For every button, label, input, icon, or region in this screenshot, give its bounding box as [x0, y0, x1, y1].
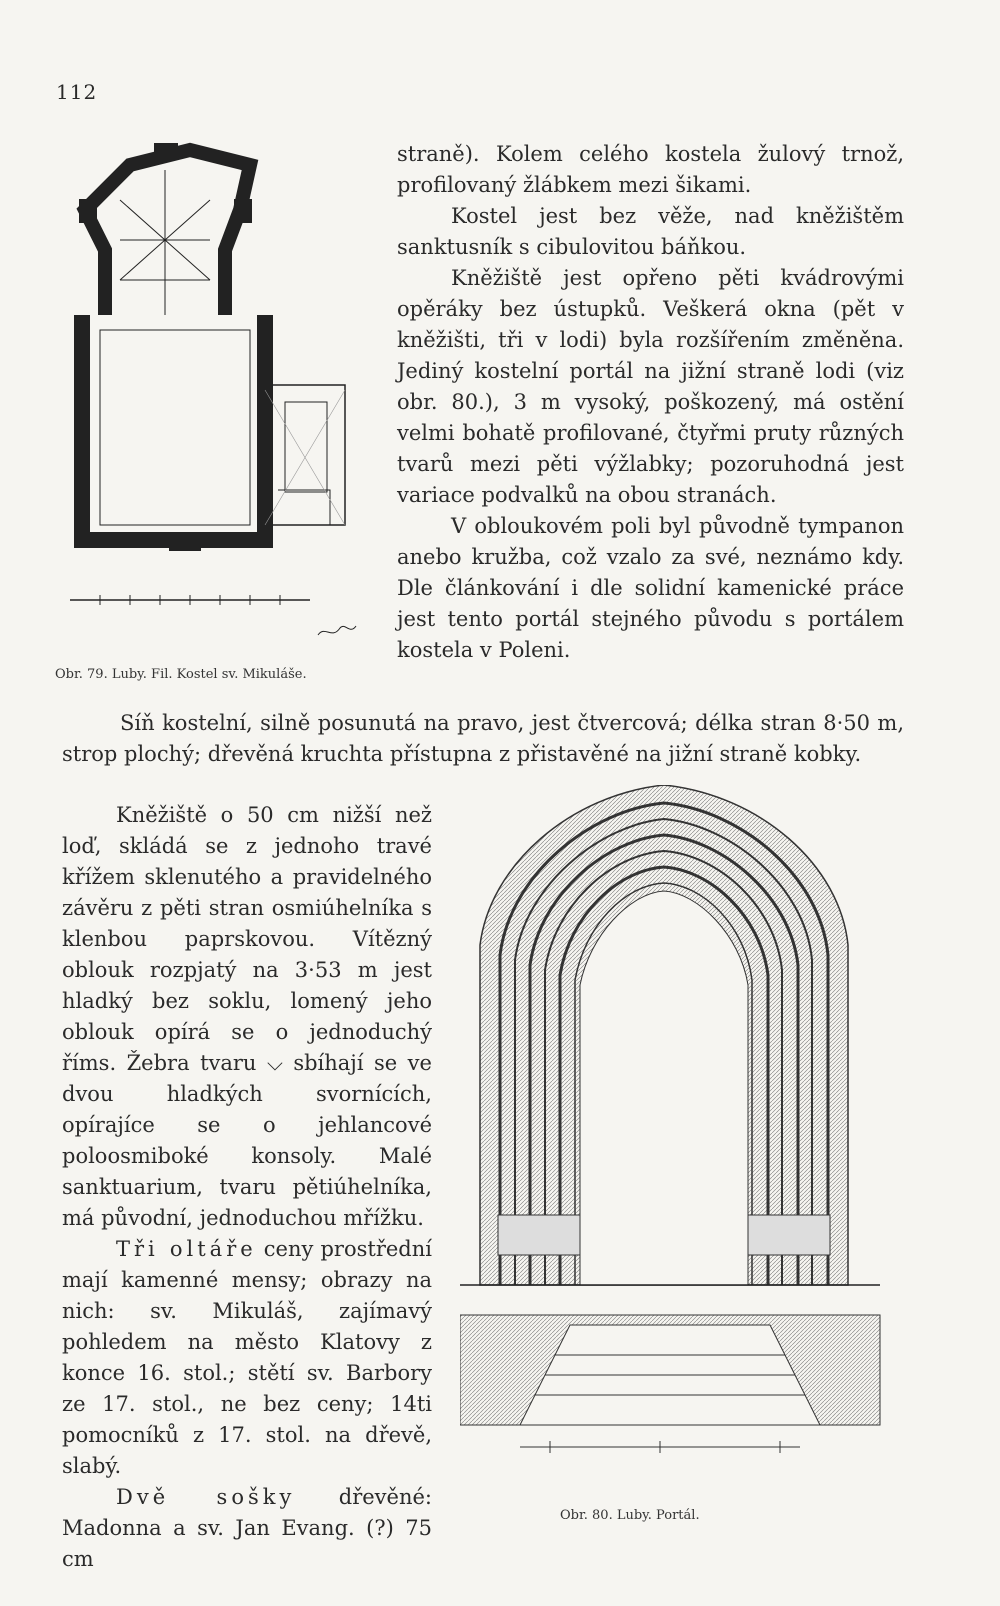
spaced-heading: Tři oltáře [116, 1237, 257, 1261]
paragraph [62, 1234, 432, 1482]
floor-plan-figure [60, 140, 360, 660]
paragraph: straně). Kolem celého kostela žulový trnož, profilovaný žlábkem mezi šikami. [397, 142, 904, 197]
text-run: dřevěné: Madonna a sv. Jan Evang. (?) 75 cm [62, 1485, 432, 1571]
wide-paragraph: Síň kostelní, silně posunutá na pravo, jest čtvercová; délka stran 8·50 m, strop plochý; dřevěná kruchta přístupna z přistavěné na jižní straně kobky. [62, 711, 904, 766]
paragraph: V obloukovém poli byl původně tympanon anebo kružba, což vzalo za své, neznámo kdy. Dle článkování i dle solidní kamenické práce jest tento portál stejného původu s portálem kostela v Poleni. [397, 514, 904, 662]
paragraph [62, 800, 432, 1234]
paragraph: Kostel jest bez věže, nad kněžištěm sanktusník s cibulovitou báňkou. [397, 204, 904, 259]
right-column-text [397, 139, 904, 666]
portal-figure [460, 785, 890, 1505]
spaced-heading: Dvě sošky [116, 1485, 296, 1509]
text-run: Kněžiště o 50 cm nižší než loď, skládá se z jednoho travé křížem sklenutého a pravidelného závěru z pěti stran osmiúhelníka s klenbou paprskovou. Vítězný oblouk rozpjatý na 3·53 m jest hladký bez soklu, lomený jeho oblouk opírá se o jednoduchý říms. Žebra tvaru [62, 803, 432, 1075]
left-column-text [62, 800, 432, 1575]
figure-80-caption: Obr. 80. Luby. Portál. [560, 1508, 700, 1523]
paragraph [62, 1482, 432, 1575]
page-number: 112 [56, 80, 98, 104]
paragraph: Kněžiště jest opřeno pěti kvádrovými opěráky bez ústupků. Veškerá okna (pět v kněžišti, tři v lodi) byla rozšířením změněna. Jediný kostelní portál na jižní straně lodi (viz obr. 80.), 3 m vysoký, poškozený, má ostění velmi bohatě profilované, čtyřmi pruty různých tvarů mezi pěti výžlabky; pozoruhodná jest variace podvalků na obou stranách. [397, 266, 904, 507]
rib-profile-icon: ⌵ [266, 1051, 283, 1075]
figure-79-caption: Obr. 79. Luby. Fil. Kostel sv. Mikuláše. [55, 667, 307, 682]
text-run: ceny prostřední mají kamenné mensy; obrazy na nich: sv. Mikuláš, zajímavý pohledem na město Klatovy z konce 16. stol.; stětí sv. Barbory ze 17. stol., ne bez ceny; 14ti pomocníků z 17. stol. na dřevě, slabý. [62, 1237, 432, 1478]
text-run: sbíhají se ve dvou hladkých svornících, opírajíce se o jehlancové poloosmiboké konsoly. Malé sanktuarium, tvaru pětiúhelníka, má původní, jednoduchou mřížku. [62, 1051, 432, 1230]
